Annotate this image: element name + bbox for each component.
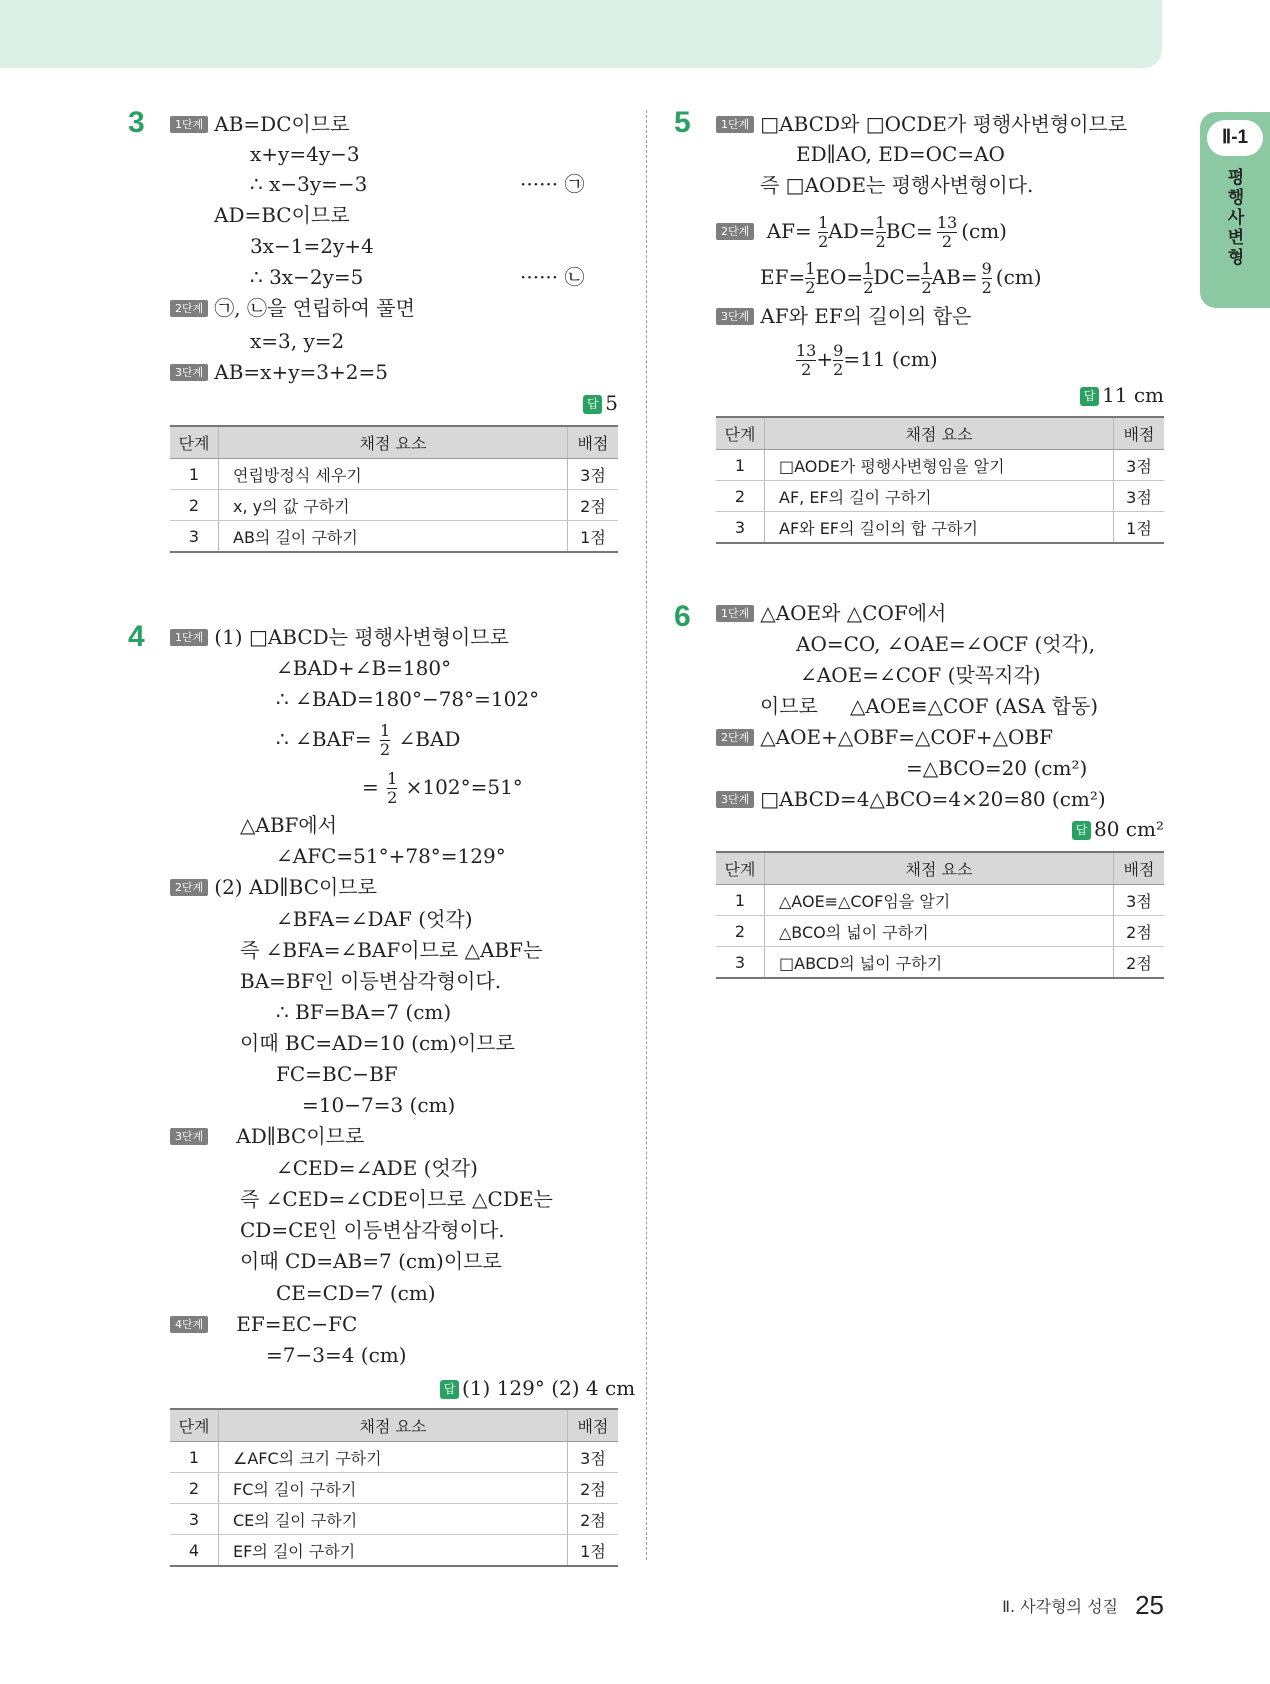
table-row: 1 □AODE가 평행사변형임을 알기 3점 xyxy=(716,450,1164,481)
table-row: 3 AB의 길이 구하기 1점 xyxy=(170,521,618,553)
p4-line: 4단계 EF=EC−FC xyxy=(170,1311,357,1337)
p4-line: 즉 ∠BFA=∠BAF이므로 △ABF는 xyxy=(240,938,543,962)
header-band xyxy=(0,0,1162,68)
step-badge: 3단계 xyxy=(716,308,754,325)
p4-line: CD=CE인 이등변삼각형이다. xyxy=(240,1218,505,1242)
problem-number-4: 4 xyxy=(128,620,145,653)
step-badge: 3단계 xyxy=(170,364,208,381)
p3-text: ㉠, ㉡을 연립하여 풀면 xyxy=(214,296,415,320)
p4-line: △ABF에서 xyxy=(240,813,338,837)
chapter-code: Ⅱ-1 xyxy=(1207,120,1263,156)
chapter-side-tab xyxy=(1200,112,1270,308)
p4-line: ∠AFC=51°+78°=129° xyxy=(276,844,506,868)
step-badge: 3단계 xyxy=(716,791,754,808)
p3-line: x+y=4y−3 xyxy=(250,142,360,166)
p4-line: 이때 BC=AD=10 (cm)이므로 xyxy=(240,1031,515,1055)
p4-scoring-table xyxy=(170,1408,618,1567)
p3-line: 3x−1=2y+4 xyxy=(250,234,374,258)
table-header: 단계 채점 요소 배점 xyxy=(170,426,618,459)
page-footer xyxy=(1002,1590,1164,1621)
p4-line: ∠BAD+∠B=180° xyxy=(276,656,452,680)
p5-line: 즉 □AODE는 평행사변형이다. xyxy=(760,173,1034,197)
step-badge: 1단계 xyxy=(170,116,208,133)
step-badge: 1단계 xyxy=(716,605,754,622)
p4-line: CE=CD=7 (cm) xyxy=(276,1281,436,1305)
answer-badge: 답 xyxy=(583,395,602,414)
problem-number-3: 3 xyxy=(128,106,145,139)
p4-line: ∴ ∠BAD=180°−78°=102° xyxy=(276,687,540,711)
p3-marker: ······ ㉡ xyxy=(520,265,585,289)
p4-line: 이때 CD=AB=7 (cm)이므로 xyxy=(240,1249,502,1273)
p4-line: =7−3=4 (cm) xyxy=(266,1343,407,1367)
p4-answer: 답 (1) 129° (2) 4 cm xyxy=(440,1375,618,1401)
p4-line: ∴ BF=BA=7 (cm) xyxy=(276,1000,452,1024)
p3-scoring-table xyxy=(170,425,618,553)
p3-text: AB=DC이므로 xyxy=(214,112,350,136)
p6-line: 이므로 xyxy=(760,694,818,718)
chapter-title: 평행사변형 xyxy=(1227,168,1245,268)
table-row: 2 AF, EF의 길이 구하기 3점 xyxy=(716,481,1164,512)
p5-line: ED∥AO, ED=OC=AO xyxy=(796,142,1005,166)
table-row: 1 연립방정식 세우기 3점 xyxy=(170,459,618,490)
problem-number-5: 5 xyxy=(674,106,691,139)
p5-line: 1단계 □ABCD와 □OCDE가 평행사변형이므로 xyxy=(716,111,1127,137)
p6-line: 1단계 △AOE와 △COF에서 xyxy=(716,600,946,626)
p6-line: 3단계 □ABCD=4△BCO=4×20=80 (cm²) xyxy=(716,786,1106,812)
table-header: 단계 채점 요소 배점 xyxy=(170,1409,618,1442)
page-number: 25 xyxy=(1135,1590,1164,1620)
answer-badge: 답 xyxy=(1072,821,1091,840)
p3-marker: ······ ㉠ xyxy=(520,172,585,196)
p6-line: AO=CO, ∠OAE=∠OCF (엇각), xyxy=(796,632,1096,656)
p4-line: =10−7=3 (cm) xyxy=(302,1093,456,1117)
step-badge: 3단계 xyxy=(170,1128,208,1145)
step-badge: 1단계 xyxy=(716,116,754,133)
table-row: 2 △BCO의 넓이 구하기 2점 xyxy=(716,916,1164,947)
p3-answer: 답 5 xyxy=(560,390,618,416)
p3-line: ∴ x−3y=−3 xyxy=(250,172,368,196)
p4-line-fraction: = $\frac{1}{2}$ ×102°=51° xyxy=(362,769,523,807)
p4-line: FC=BC−BF xyxy=(276,1062,398,1086)
table-row: 2 FC의 길이 구하기 2점 xyxy=(170,1473,618,1504)
table-row: 3 CE의 길이 구하기 2점 xyxy=(170,1504,618,1535)
p4-line: 즉 ∠CED=∠CDE이므로 △CDE는 xyxy=(240,1187,553,1211)
p3-line: ∴ 3x−2y=5 xyxy=(250,265,364,289)
table-header: 단계 채점 요소 배점 xyxy=(716,852,1164,885)
p3-line xyxy=(170,111,349,137)
table-row: 2 x, y의 값 구하기 2점 xyxy=(170,490,618,521)
step-badge: 1단계 xyxy=(170,629,208,646)
p4-line: BA=BF인 이등변삼각형이다. xyxy=(240,969,502,993)
footer-chapter: Ⅱ. 사각형의 성질 xyxy=(1002,1597,1118,1616)
p4-line-bar: ∴ ∠BAF= $\frac{1}{2}$ ∠BAD xyxy=(276,721,461,759)
p5-scoring-table xyxy=(716,416,1164,544)
p3-line: x=3, y=2 xyxy=(250,329,345,353)
p3-text: AB=x+y=3+2=5 xyxy=(214,360,388,384)
p4-line: 3단계 AD∥BC이므로 xyxy=(170,1123,364,1149)
step-badge: 2단계 xyxy=(170,879,208,896)
answer-badge: 답 xyxy=(1080,387,1099,406)
p6-line: =△BCO=20 (cm²) xyxy=(906,756,1088,780)
p6-answer: 답 80 cm² xyxy=(1040,816,1164,842)
p6-line: △AOE≡△COF (ASA 합동) xyxy=(850,694,1099,718)
table-row: 3 □ABCD의 넓이 구하기 2점 xyxy=(716,947,1164,979)
table-row: 1 ∠AFC의 크기 구하기 3점 xyxy=(170,1442,618,1473)
answer-badge: 답 xyxy=(440,1380,459,1399)
p4-line: 2단계 (2) AD∥BC이므로 xyxy=(170,874,377,900)
p6-line: ∠AOE=∠COF (맞꼭지각) xyxy=(800,663,1041,687)
step-badge: 4단계 xyxy=(170,1316,208,1333)
p5-line-sum: $\frac{13}{2}$ + $\frac{9}{2}$ =11 (cm) xyxy=(796,341,938,379)
column-divider xyxy=(646,110,647,1560)
p5-line: 3단계 AF와 EF의 길이의 합은 xyxy=(716,303,971,329)
p6-line: 2단계 △AOE+△OBF=△COF+△OBF xyxy=(716,724,1053,750)
step-badge: 2단계 xyxy=(170,300,208,317)
table-row: 4 EF의 길이 구하기 1점 xyxy=(170,1535,618,1567)
table-header: 단계 채점 요소 배점 xyxy=(716,417,1164,450)
p5-answer: 답 11 cm xyxy=(1040,382,1164,408)
step-badge: 2단계 xyxy=(716,729,754,746)
p4-line: ∠CED=∠ADE (엇각) xyxy=(276,1156,478,1180)
p3-line: AD=BC이므로 xyxy=(214,203,350,227)
p3-line xyxy=(170,359,388,385)
p4-line: 1단계 (1) □ABCD는 평행사변형이므로 xyxy=(170,624,509,650)
table-row: 3 AF와 EF의 길이의 합 구하기 1점 xyxy=(716,512,1164,544)
p4-line: ∠BFA=∠DAF (엇각) xyxy=(276,907,473,931)
p5-line-af: 2단계 AF= $\frac{1}{2}$ AD= $\frac{1}{2}$ BC= $\frac{13}{2}$ (cm) xyxy=(716,214,1007,251)
table-row: 1 △AOE≡△COF임을 알기 3점 xyxy=(716,885,1164,916)
step-badge: 2단계 xyxy=(716,223,754,240)
problem-number-6: 6 xyxy=(674,600,691,633)
p3-line xyxy=(170,295,415,321)
p5-line-ef: EF= $\frac{1}{2}$ EO= $\frac{1}{2}$ DC= $\frac{1}{2}$ AB= $\frac{9}{2}$ (cm) xyxy=(760,259,1042,297)
p6-scoring-table xyxy=(716,851,1164,979)
